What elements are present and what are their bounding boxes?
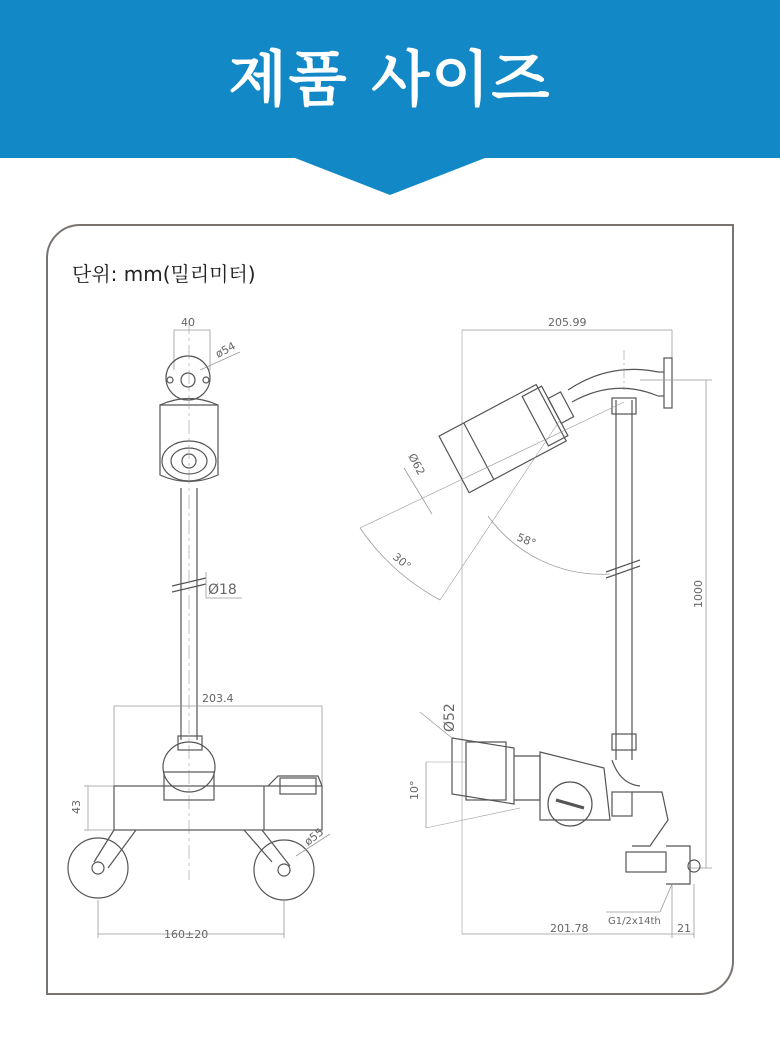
page-title: 제품 사이즈 xyxy=(228,45,552,115)
dim-head-diameter: Ø62 xyxy=(405,451,428,478)
dim-head-reach: 205.99 xyxy=(548,316,587,329)
dim-mount-width: 40 xyxy=(181,316,195,329)
dim-angle-head: 58° xyxy=(514,530,538,551)
dim-mount-diameter: ø54 xyxy=(213,339,238,361)
dim-handle-angle: 10° xyxy=(408,780,421,800)
dim-base-depth: 201.78 xyxy=(550,922,589,935)
dim-leg-spacing: 160±20 xyxy=(164,928,209,941)
dim-handle-diameter: Ø52 xyxy=(442,703,458,732)
dim-pipe-diameter: Ø18 xyxy=(208,582,237,598)
dim-angle-spray: 30° xyxy=(390,550,414,573)
dim-base-offset: 21 xyxy=(677,922,691,935)
dim-thread: G1/2x14th xyxy=(608,916,661,927)
dim-body-width: 203.4 xyxy=(202,692,234,705)
unit-label: 단위: mm(밀리미터) xyxy=(72,262,256,286)
dim-leg-diameter: ø55 xyxy=(301,825,327,849)
dim-body-height: 43 xyxy=(70,800,83,814)
dim-total-height: 1000 xyxy=(692,580,705,608)
